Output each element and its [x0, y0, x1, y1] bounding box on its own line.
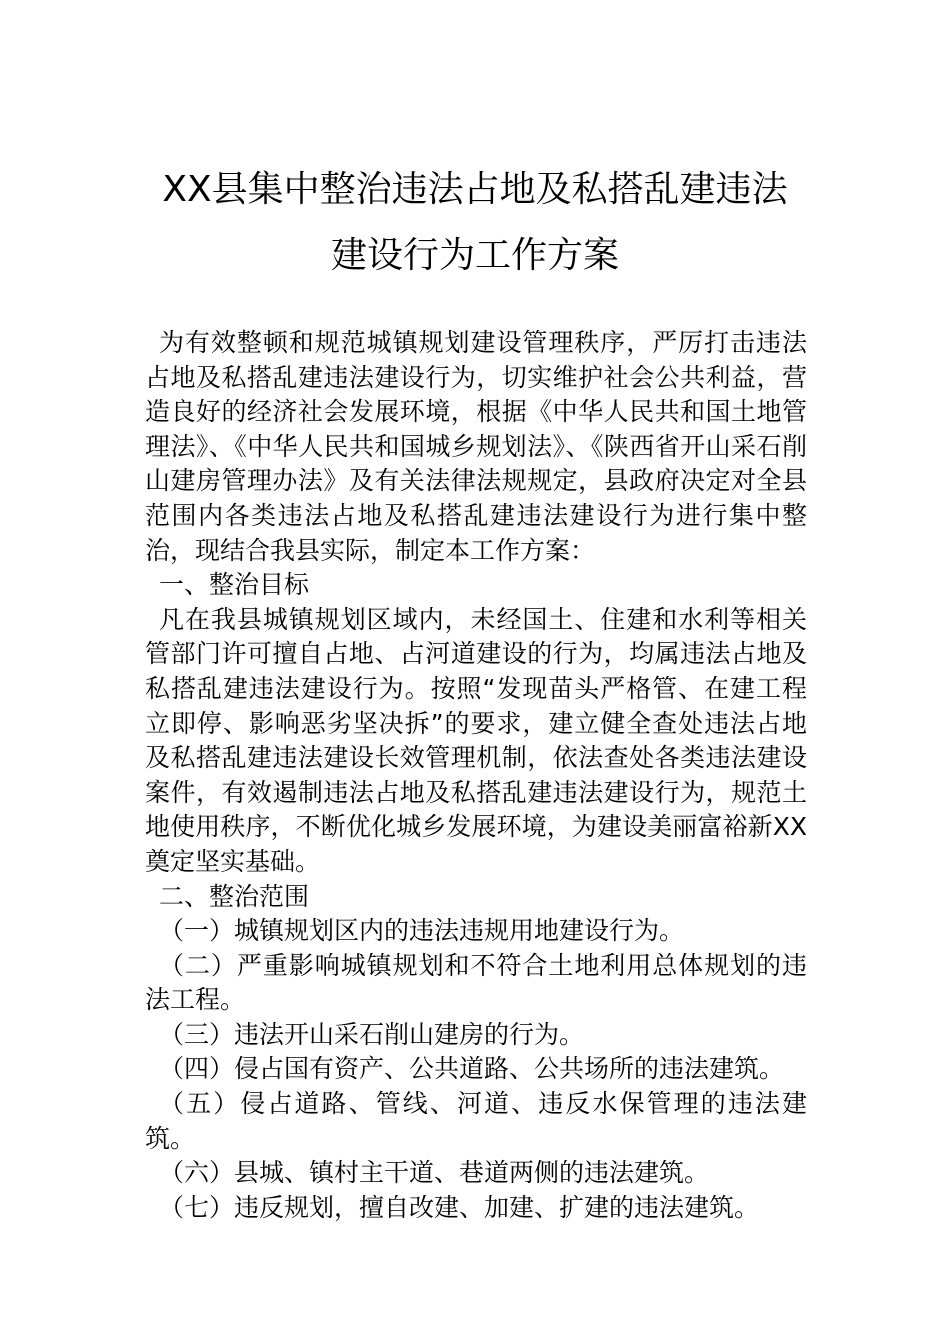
scope-item-7: （七）违反规划，擅自改建、加建、扩建的违法建筑。 [159, 1192, 760, 1222]
scope-item-3: （三）违法开山采石削山建房的行为。 [159, 1019, 585, 1049]
scope-item-1: （一）城镇规划区内的违法违规用地建设行为。 [159, 916, 685, 946]
intro-paragraph: 为有效整顿和规范城镇规划建设管理秩序，严厉打击违法占地及私搭乱建违法建设行为，切实维护社会公共利益，营造良好的经济社会发展环境，根据《中华人民共和国土地管理法》、《中华人民共和国城乡规划法》、《陕西省开山采石削山建房管理办法》及有关法律法规规定，县政府决定对全县范围内各类违法占地及私搭乱建违法建设行为进行集中整治，现结合我县实际，制定本工作方案： [145, 328, 807, 565]
scope-item-2: （二）严重影响城镇规划和不符合土地利用总体规划的违法工程。 [145, 950, 807, 1015]
section-1-heading: 一、整治目标 [159, 570, 310, 600]
section-2-heading: 二、整治范围 [159, 881, 310, 911]
scope-item-6: （六）县城、镇村主干道、巷道两侧的违法建筑。 [159, 1158, 710, 1188]
document-body [145, 326, 807, 1225]
section-1-paragraph: 凡在我县城镇规划区域内，未经国土、住建和水利等相关管部门许可擅自占地、占河道建设的行为，均属违法占地及私搭乱建违法建设行为。按照“发现苗头严格管、在建工程立即停、影响恶劣坚决拆”的要求，建立健全查处违法占地及私搭乱建违法建设长效管理机制，依法查处各类违法建设案件，有效遏制违法占地及私搭乱建违法建设行为，规范土地使用秩序，不断优化城乡发展环境，为建设美丽富裕新XX奠定坚实基础。 [145, 604, 807, 876]
scope-item-5: （五）侵占道路、管线、河道、违反水保管理的违法建筑。 [145, 1089, 807, 1153]
scope-item-4: （四）侵占国有资产、公共道路、公共场所的违法建筑。 [159, 1054, 785, 1084]
document-title-line-1: XX县集中整治违法占地及私搭乱建违法 [162, 169, 788, 210]
document-title-line-2: 建设行为工作方案 [330, 235, 619, 276]
